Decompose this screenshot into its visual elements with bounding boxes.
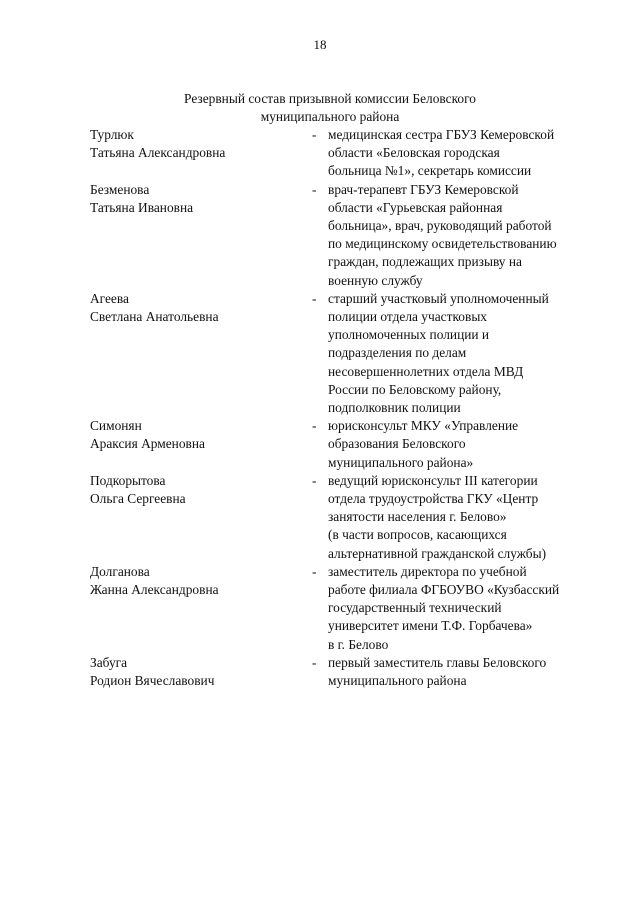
title-line-1: Резервный состав призывной комиссии Беловского: [184, 91, 476, 106]
role-line: образования Беловского: [328, 436, 466, 452]
role-line: полиции отдела участковых: [328, 309, 488, 325]
member-surname: Долганова: [90, 563, 150, 579]
role-line: уполномоченных полиции и: [328, 327, 490, 343]
role-line: (в части вопросов, касающихся: [328, 527, 507, 543]
roster-entry: [90, 290, 590, 417]
member-role: [328, 126, 590, 181]
member-surname: Безменова: [90, 181, 150, 197]
role-line: университет имени Т.Ф. Горбачева»: [328, 618, 533, 634]
role-line: старший участковый уполномоченный: [328, 290, 549, 306]
role-line: по медицинскому освидетельствованию: [328, 236, 557, 252]
roster-entry: [90, 126, 590, 181]
roster-entry: [90, 417, 590, 472]
member-name: [90, 563, 312, 654]
role-line: в г. Белово: [328, 636, 389, 652]
member-name: [90, 290, 312, 417]
dash-separator: -: [312, 290, 317, 306]
member-role: [328, 181, 590, 290]
dash-separator: -: [312, 472, 317, 488]
dash-separator: -: [312, 654, 317, 670]
member-given-name: Светлана Анатольевна: [90, 309, 219, 325]
role-line: больница №1», секретарь комиссии: [328, 163, 532, 179]
member-role: [328, 563, 590, 654]
role-line: заместитель директора по учебной: [328, 563, 527, 579]
member-role: [328, 290, 590, 417]
role-line: России по Беловскому району,: [328, 381, 502, 397]
role-line: муниципального района»: [328, 454, 474, 470]
roster-entry: [90, 563, 590, 654]
member-given-name: Татьяна Ивановна: [90, 199, 194, 215]
role-line: занятости населения г. Белово»: [328, 509, 507, 525]
role-line: врач-терапевт ГБУЗ Кемеровской: [328, 181, 519, 197]
role-line: области «Беловская городская: [328, 145, 500, 161]
dash-separator: -: [312, 127, 317, 142]
role-line: муниципального района: [328, 673, 467, 689]
role-line: больница», врач, руководящий работой: [328, 218, 552, 234]
role-line: подразделения по делам: [328, 345, 467, 361]
member-name: [90, 126, 312, 181]
roster-entry: [90, 654, 590, 690]
member-name: [90, 181, 312, 290]
member-given-name: Жанна Александровна: [90, 582, 219, 598]
roster-entry: [90, 472, 590, 563]
member-given-name: Ольга Сергеевна: [90, 491, 186, 507]
member-surname: Агеева: [90, 290, 129, 306]
dash-separator: -: [312, 418, 317, 434]
member-name: [90, 654, 312, 690]
member-surname: Турлюк: [90, 127, 134, 142]
member-role: [328, 654, 590, 690]
member-name: [90, 417, 312, 472]
roster-entry: [90, 181, 590, 290]
role-line: альтернативной гражданской службы): [328, 545, 547, 561]
member-role: [328, 417, 590, 472]
member-surname: Симонян: [90, 418, 142, 434]
dash-separator: -: [312, 563, 317, 579]
role-line: области «Гурьевская районная: [328, 199, 503, 215]
member-role: [328, 472, 590, 563]
member-surname: Забуга: [90, 654, 128, 670]
role-line: юрисконсульт МКУ «Управление: [328, 418, 519, 434]
role-line: несовершеннолетних отдела МВД: [328, 363, 524, 379]
dash-separator: -: [312, 181, 317, 197]
role-line: отдела трудоустройства ГКУ «Центр: [328, 491, 539, 507]
member-given-name: Родион Вячеславович: [90, 673, 215, 689]
role-line: государственный технический: [328, 600, 502, 616]
role-line: ведущий юрисконсульт III категории: [328, 472, 538, 488]
title-line-2: муниципального района: [260, 109, 400, 125]
document-title: [150, 90, 510, 126]
member-given-name: Араксия Арменовна: [90, 436, 205, 452]
role-line: первый заместитель главы Беловского: [328, 654, 547, 670]
member-given-name: Татьяна Александровна: [90, 145, 226, 161]
role-line: медицинская сестра ГБУЗ Кемеровской: [328, 127, 555, 142]
commission-roster: [90, 126, 590, 690]
page-number: 18: [313, 37, 327, 52]
member-name: [90, 472, 312, 563]
role-line: подполковник полиции: [328, 400, 461, 416]
role-line: работе филиала ФГБОУВО «Кузбасский: [328, 582, 560, 598]
member-surname: Подкорытова: [90, 472, 166, 488]
role-line: военную службу: [328, 272, 423, 288]
role-line: граждан, подлежащих призыву на: [328, 254, 522, 270]
